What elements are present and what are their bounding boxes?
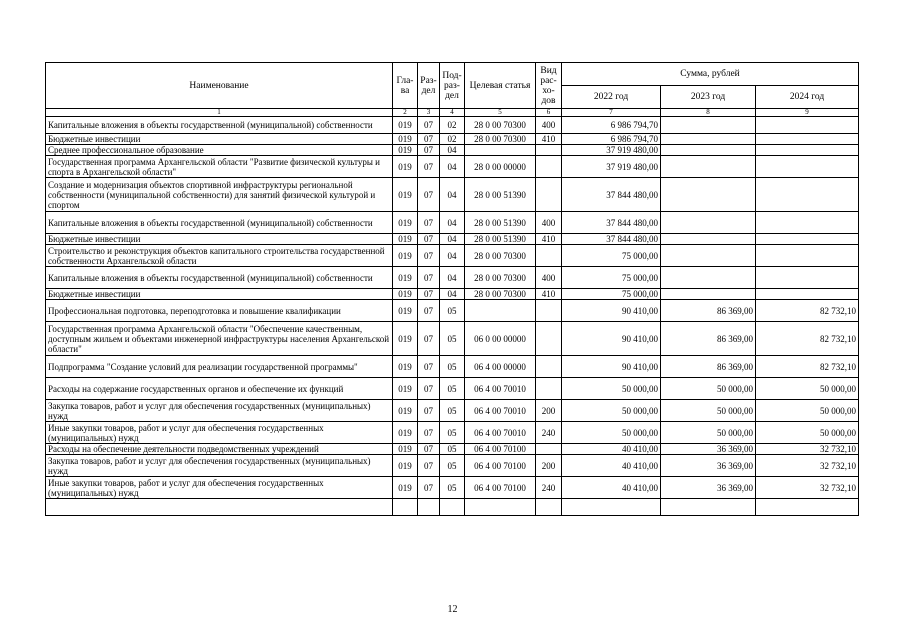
cell-rz: 07 [418,212,440,234]
cell-cs: 06 4 00 70100 [465,444,536,455]
col-header-expense-type: Вид рас-хо-дов [536,63,562,109]
cell-rz: 07 [418,444,440,455]
cell-name: Закупка товаров, работ и услуг для обеспечения государственных (муниципальных) нужд [46,400,393,422]
cell-y2023: 36 369,00 [661,477,756,499]
cell-gl: 019 [393,378,418,400]
cell-vr: 200 [536,455,562,477]
cell-gl: 019 [393,178,418,212]
cell-vr [536,156,562,178]
cell-name: Иные закупки товаров, работ и услуг для обеспечения государственных (муниципальных) нужд [46,422,393,444]
cell-y2023 [661,245,756,267]
cell-y2024 [756,145,859,156]
cell-vr [536,245,562,267]
cell-name: Бюджетные инвестиции [46,234,393,245]
budget-table [45,62,859,516]
cell-cs: 06 0 00 00000 [465,322,536,356]
cell-y2023: 86 369,00 [661,300,756,322]
cell-vr: 240 [536,422,562,444]
cell-vr: 410 [536,134,562,145]
table-row [46,499,859,516]
table-row [46,234,859,245]
cell-gl: 019 [393,322,418,356]
cell-rz: 07 [418,156,440,178]
table-row [46,400,859,422]
cell-vr [536,145,562,156]
col-number: 8 [661,109,756,117]
table-row [46,477,859,499]
cell-vr: 240 [536,477,562,499]
cell-pr [440,499,465,516]
cell-y2023: 36 369,00 [661,455,756,477]
cell-pr: 04 [440,267,465,289]
cell-y2022: 90 410,00 [562,300,661,322]
cell-vr [536,356,562,378]
cell-y2024: 50 000,00 [756,378,859,400]
cell-y2023 [661,289,756,300]
cell-rz: 07 [418,378,440,400]
table-row [46,356,859,378]
cell-y2024 [756,234,859,245]
cell-name: Профессиональная подготовка, переподготовка и повышение квалификации [46,300,393,322]
col-header-section: Раз-дел [418,63,440,109]
cell-y2024 [756,117,859,134]
cell-pr: 05 [440,378,465,400]
table-row [46,267,859,289]
cell-name: Расходы на содержание государственных органов и обеспечение их функций [46,378,393,400]
cell-pr: 05 [440,444,465,455]
cell-cs: 06 4 00 70010 [465,400,536,422]
cell-name: Создание и модернизация объектов спортивной инфраструктуры региональной собственности (муниципальной собственности) для занятий физической культурой и спортом [46,178,393,212]
cell-y2022: 37 919 480,00 [562,145,661,156]
cell-cs: 28 0 00 00000 [465,156,536,178]
cell-cs: 28 0 00 70300 [465,245,536,267]
cell-y2022: 37 844 480,00 [562,178,661,212]
table-row [46,134,859,145]
cell-y2024: 82 732,10 [756,356,859,378]
cell-vr [536,178,562,212]
cell-y2022: 6 986 794,70 [562,134,661,145]
col-header-2023: 2023 год [661,86,756,109]
cell-rz: 07 [418,117,440,134]
cell-gl: 019 [393,289,418,300]
cell-y2023 [661,267,756,289]
cell-cs [465,300,536,322]
cell-rz: 07 [418,477,440,499]
col-number: 1 [46,109,393,117]
table-row [46,178,859,212]
cell-gl: 019 [393,444,418,455]
cell-y2023: 86 369,00 [661,322,756,356]
cell-pr: 05 [440,300,465,322]
cell-rz: 07 [418,322,440,356]
cell-rz: 07 [418,267,440,289]
cell-cs: 06 4 00 70010 [465,378,536,400]
cell-cs: 28 0 00 51390 [465,234,536,245]
cell-pr: 04 [440,178,465,212]
cell-y2024: 82 732,10 [756,300,859,322]
cell-rz [418,499,440,516]
cell-vr [536,444,562,455]
cell-y2023: 50 000,00 [661,378,756,400]
cell-y2022: 90 410,00 [562,322,661,356]
cell-y2022: 40 410,00 [562,444,661,455]
cell-y2024: 82 732,10 [756,322,859,356]
cell-name: Бюджетные инвестиции [46,289,393,300]
cell-gl: 019 [393,245,418,267]
table-row [46,289,859,300]
table-row [46,322,859,356]
table-row [46,156,859,178]
cell-name: Строительство и реконструкция объектов капитального строительства государственной собственности Архангельской области [46,245,393,267]
cell-pr: 04 [440,145,465,156]
cell-pr: 05 [440,477,465,499]
col-header-subsection: Под-раз-дел [440,63,465,109]
cell-cs: 28 0 00 70300 [465,134,536,145]
table-row [46,455,859,477]
table-row [46,245,859,267]
cell-vr [536,499,562,516]
table-row [46,117,859,134]
cell-y2023 [661,145,756,156]
cell-y2024 [756,499,859,516]
cell-cs: 06 4 00 00000 [465,356,536,378]
col-number: 3 [418,109,440,117]
cell-cs: 28 0 00 51390 [465,212,536,234]
cell-pr: 05 [440,455,465,477]
cell-vr: 410 [536,234,562,245]
cell-y2024 [756,212,859,234]
cell-y2022: 6 986 794,70 [562,117,661,134]
table-row [46,444,859,455]
cell-cs: 06 4 00 70010 [465,422,536,444]
cell-gl: 019 [393,455,418,477]
cell-y2022: 37 919 480,00 [562,156,661,178]
cell-y2022: 37 844 480,00 [562,212,661,234]
cell-y2024: 32 732,10 [756,477,859,499]
cell-name: Закупка товаров, работ и услуг для обеспечения государственных (муниципальных) нужд [46,455,393,477]
cell-vr: 410 [536,289,562,300]
col-number: 6 [536,109,562,117]
cell-rz: 07 [418,300,440,322]
cell-name: Государственная программа Архангельской области "Развитие физической культуры и спорта в Архангельской области" [46,156,393,178]
cell-cs: 28 0 00 70300 [465,267,536,289]
cell-gl: 019 [393,267,418,289]
cell-cs: 28 0 00 51390 [465,178,536,212]
cell-gl: 019 [393,117,418,134]
cell-y2024 [756,245,859,267]
cell-vr [536,378,562,400]
cell-name: Среднее профессиональное образование [46,145,393,156]
cell-pr: 04 [440,234,465,245]
cell-y2023 [661,134,756,145]
cell-cs: 06 4 00 70100 [465,477,536,499]
col-header-2022: 2022 год [562,86,661,109]
cell-rz: 07 [418,145,440,156]
cell-name: Бюджетные инвестиции [46,134,393,145]
cell-pr: 04 [440,156,465,178]
col-header-chapter: Гла-ва [393,63,418,109]
cell-rz: 07 [418,422,440,444]
cell-rz: 07 [418,245,440,267]
cell-y2022: 75 000,00 [562,267,661,289]
table-row [46,300,859,322]
header-row-top [46,63,859,86]
cell-y2022: 75 000,00 [562,245,661,267]
cell-cs [465,499,536,516]
cell-gl: 019 [393,300,418,322]
cell-pr: 05 [440,422,465,444]
cell-name: Государственная программа Архангельской области "Обеспечение качественным, доступным жильем и объектами инженерной инфраструктуры населения Архангельской области" [46,322,393,356]
cell-pr: 04 [440,245,465,267]
cell-pr: 04 [440,289,465,300]
cell-gl: 019 [393,422,418,444]
cell-name: Иные закупки товаров, работ и услуг для обеспечения государственных (муниципальных) нужд [46,477,393,499]
table-row [46,378,859,400]
cell-rz: 07 [418,356,440,378]
cell-y2023 [661,156,756,178]
cell-vr [536,322,562,356]
cell-y2023 [661,234,756,245]
cell-y2022: 40 410,00 [562,455,661,477]
cell-cs: 28 0 00 70300 [465,289,536,300]
cell-name: Капитальные вложения в объекты государственной (муниципальной) собственности [46,267,393,289]
cell-y2024: 32 732,10 [756,444,859,455]
column-number-row [46,109,859,117]
cell-name: Капитальные вложения в объекты государственной (муниципальной) собственности [46,117,393,134]
cell-y2023 [661,178,756,212]
cell-gl: 019 [393,234,418,245]
cell-name: Расходы на обеспечение деятельности подведомственных учреждений [46,444,393,455]
cell-y2022: 90 410,00 [562,356,661,378]
col-header-2024: 2024 год [756,86,859,109]
cell-y2022: 50 000,00 [562,378,661,400]
table-row [46,145,859,156]
col-header-target-article: Целевая статья [465,63,536,109]
cell-rz: 07 [418,134,440,145]
cell-vr [536,300,562,322]
cell-pr: 05 [440,322,465,356]
cell-y2024: 50 000,00 [756,422,859,444]
cell-y2024 [756,178,859,212]
cell-gl: 019 [393,356,418,378]
cell-rz: 07 [418,455,440,477]
cell-y2022: 75 000,00 [562,289,661,300]
table-row [46,422,859,444]
cell-vr: 400 [536,212,562,234]
cell-pr: 02 [440,117,465,134]
cell-pr: 05 [440,400,465,422]
cell-y2022: 40 410,00 [562,477,661,499]
cell-y2023 [661,117,756,134]
cell-rz: 07 [418,400,440,422]
cell-y2024: 50 000,00 [756,400,859,422]
cell-y2023 [661,499,756,516]
cell-rz: 07 [418,234,440,245]
col-number: 7 [562,109,661,117]
cell-y2023: 50 000,00 [661,400,756,422]
cell-vr: 400 [536,267,562,289]
table-row [46,212,859,234]
cell-rz: 07 [418,178,440,212]
cell-gl: 019 [393,477,418,499]
cell-gl: 019 [393,145,418,156]
cell-y2024 [756,134,859,145]
cell-cs: 28 0 00 70300 [465,117,536,134]
page-number: 12 [447,604,458,615]
cell-rz: 07 [418,289,440,300]
cell-y2023: 86 369,00 [661,356,756,378]
cell-name: Подпрограмма "Создание условий для реализации государственной программы" [46,356,393,378]
cell-name [46,499,393,516]
cell-y2022: 50 000,00 [562,400,661,422]
col-header-sum: Сумма, рублей [562,63,859,86]
cell-pr: 02 [440,134,465,145]
cell-y2024: 32 732,10 [756,455,859,477]
cell-y2023: 50 000,00 [661,422,756,444]
col-header-name: Наименование [46,63,393,109]
cell-y2022 [562,499,661,516]
cell-pr: 04 [440,212,465,234]
cell-y2022: 37 844 480,00 [562,234,661,245]
cell-y2024 [756,289,859,300]
col-number: 4 [440,109,465,117]
cell-cs: 06 4 00 70100 [465,455,536,477]
cell-pr: 05 [440,356,465,378]
cell-y2022: 50 000,00 [562,422,661,444]
cell-gl: 019 [393,400,418,422]
col-number: 5 [465,109,536,117]
cell-name: Капитальные вложения в объекты государственной (муниципальной) собственности [46,212,393,234]
cell-y2024 [756,156,859,178]
cell-vr: 200 [536,400,562,422]
col-number: 2 [393,109,418,117]
cell-gl: 019 [393,212,418,234]
cell-vr: 400 [536,117,562,134]
cell-cs [465,145,536,156]
cell-gl: 019 [393,134,418,145]
cell-gl: 019 [393,156,418,178]
cell-gl [393,499,418,516]
cell-y2023: 36 369,00 [661,444,756,455]
cell-y2023 [661,212,756,234]
cell-y2024 [756,267,859,289]
col-number: 9 [756,109,859,117]
